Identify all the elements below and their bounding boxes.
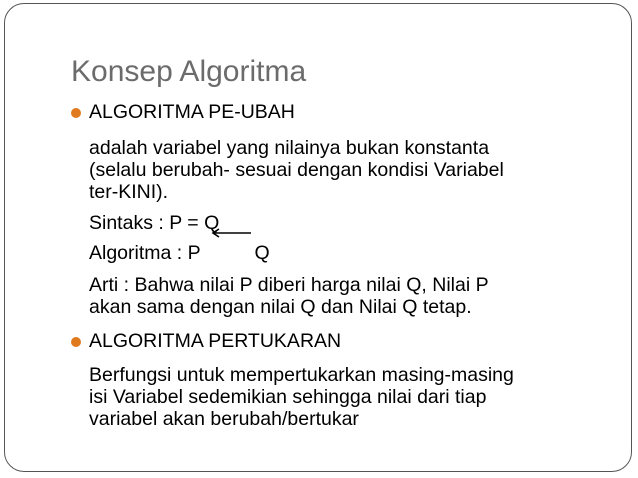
bullet-dot-icon — [71, 108, 81, 118]
description-line-3: variabel akan berubah/bertukar — [89, 408, 359, 430]
definition-line-3: ter-KINI). — [89, 181, 169, 203]
bullet-heading-algoritma-pertukaran: ALGORITMA PERTUKARAN — [89, 330, 342, 352]
description-line-2: isi Variabel sedemikian sehingga nilai dari tiap — [89, 386, 487, 408]
bullet-dot-icon — [71, 337, 81, 347]
definition-line-1: adalah variabel yang nilainya bukan konstanta — [89, 137, 490, 159]
bullet-heading-algoritma-pe-ubah: ALGORITMA PE-UBAH — [89, 101, 295, 123]
algorithm-line: Algoritma : P Q — [89, 242, 270, 264]
description-line-1: Berfungsi untuk mempertukarkan masing-masing — [89, 364, 514, 386]
meaning-line-2: akan sama dengan nilai Q dan Nilai Q tetap. — [89, 296, 472, 318]
definition-line-2: (selalu berubah- sesuai dengan kondisi Variabel — [89, 159, 504, 181]
left-arrow-icon — [210, 228, 252, 238]
syntax-line: Sintaks : P = Q — [89, 212, 220, 234]
slide-title: Konsep Algoritma — [71, 55, 307, 88]
meaning-line-1: Arti : Bahwa nilai P diberi harga nilai Q, Nilai P — [89, 274, 489, 296]
